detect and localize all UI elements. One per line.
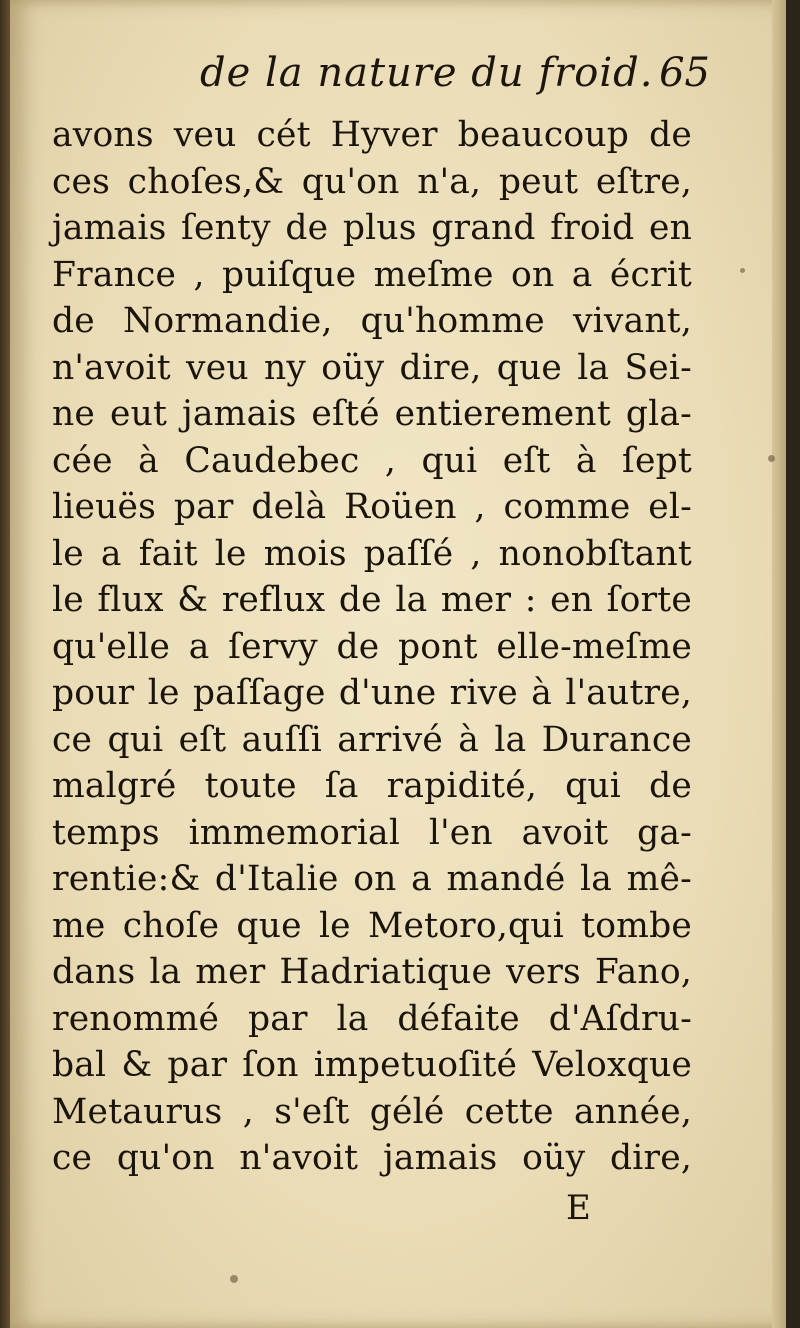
text-line: pour le paſſage d'une rive à l'autre, [52, 673, 692, 713]
text-line: ne eut jamais eſté entierement gla- [52, 394, 692, 434]
text-line: rentie:& d'Italie on a mandé la mê- [52, 859, 692, 899]
page-number: 65 [659, 50, 710, 96]
text-line: me choſe que le Metoro,qui tombe [52, 905, 692, 946]
text-line: ces choſes,& qu'on n'a, peut eſtre, [52, 161, 692, 202]
text-line: ce qu'on n'avoit jamais oüy dire, [52, 1138, 692, 1178]
text-line: qu'elle a ſervy de pont elle-meſme [52, 626, 692, 667]
text-line: France , puiſque meſme on a écrit [52, 254, 692, 295]
ink-speck [740, 268, 745, 273]
text-line: le a fait le mois paſſé , nonobſtant [52, 533, 692, 574]
text-line: n'avoit veu ny oüy dire, que la Sei- [52, 347, 692, 388]
text-line: ce qui eſt auſſi arrivé à la Durance [52, 719, 692, 760]
text-line: dans la mer Hadriatique vers Fano, [52, 952, 692, 992]
running-header [150, 50, 710, 110]
ink-speck [230, 1275, 238, 1283]
ink-speck [768, 455, 775, 462]
text-line: lieuës par delà Roüen , comme el- [52, 487, 692, 527]
text-line: Metaurus , s'eſt gélé cette année, [52, 1091, 692, 1132]
text-line: de Normandie, qu'homme vivant, [52, 301, 692, 341]
text-line: temps immemorial l'en avoit ga- [52, 812, 692, 853]
catchword: E [566, 1188, 591, 1228]
text-line: le flux & reflux de la mer : en ſorte [52, 580, 692, 620]
running-title: de la nature du froid. [200, 50, 654, 96]
text-line: cée à Caudebec , qui eſt à ſept [52, 440, 692, 481]
text-line: jamais ſenty de plus grand froid en [52, 208, 692, 248]
text-line: avons veu cét Hyver beaucoup de [52, 115, 692, 155]
text-line: renommé par la défaite d'Aſdru- [52, 998, 692, 1039]
text-line: malgré toute ſa rapidité, qui de [52, 766, 692, 806]
page-edge [772, 0, 786, 1328]
text-line: bal & par ſon impetuoſité Veloxque [52, 1045, 692, 1085]
body-text [52, 112, 692, 1182]
